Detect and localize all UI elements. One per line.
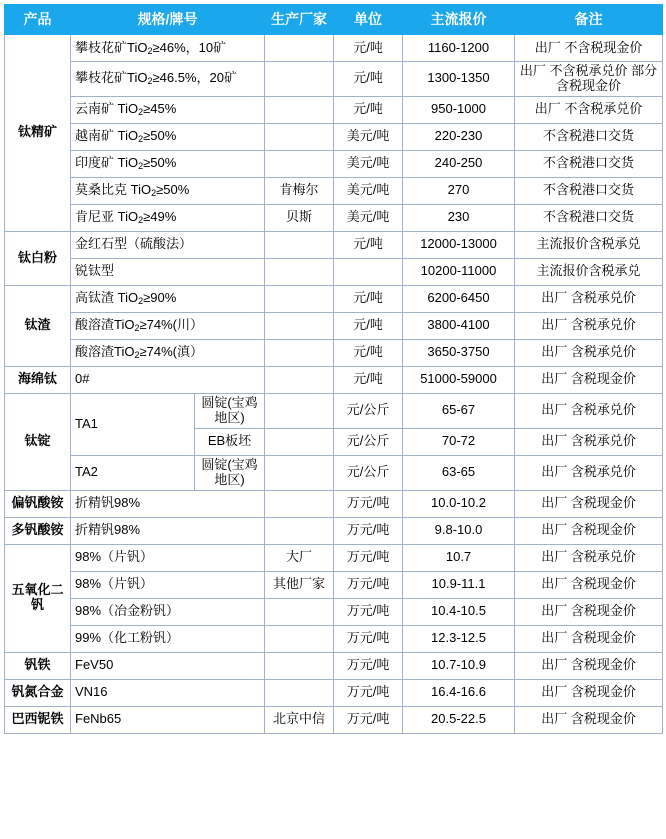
manufacturer-cell [265, 123, 334, 150]
manufacturer-cell: 其他厂家 [265, 571, 334, 598]
price-cell: 10.7 [403, 544, 515, 571]
table-body [5, 35, 663, 734]
price-cell: 70-72 [403, 428, 515, 455]
table-row [5, 366, 663, 393]
unit-cell: 美元/吨 [334, 123, 403, 150]
table-row [5, 598, 663, 625]
price-cell: 3650-3750 [403, 339, 515, 366]
price-cell: 10.4-10.5 [403, 598, 515, 625]
table-row [5, 312, 663, 339]
note-cell: 出厂 含税现金价 [515, 598, 663, 625]
note-cell: 出厂 含税现金价 [515, 366, 663, 393]
spec-cell: 98%（片钒） [71, 544, 265, 571]
price-cell: 10200-11000 [403, 258, 515, 285]
manufacturer-cell: 北京中信 [265, 706, 334, 733]
spec-cell: 锐钛型 [71, 258, 265, 285]
manufacturer-cell [265, 455, 334, 490]
product-category-cell: 巴西铌铁 [5, 706, 71, 733]
column-header-note: 备注 [515, 5, 663, 35]
note-cell: 出厂 含税现金价 [515, 679, 663, 706]
spec-cell: 0# [71, 366, 265, 393]
note-cell: 主流报价含税承兑 [515, 258, 663, 285]
product-category-cell: 钒氮合金 [5, 679, 71, 706]
manufacturer-cell [265, 625, 334, 652]
spec-cell: 高钛渣 TiO$_2$≥90% [71, 285, 265, 312]
manufacturer-cell: 大厂 [265, 544, 334, 571]
spec-cell: 印度矿 TiO$_2$≥50% [71, 150, 265, 177]
unit-cell: 元/吨 [334, 366, 403, 393]
price-cell: 63-65 [403, 455, 515, 490]
spec-cell: 98%（冶金粉钒） [71, 598, 265, 625]
manufacturer-cell [265, 285, 334, 312]
note-cell: 出厂 不含税承兑价 [515, 96, 663, 123]
price-cell: 1300-1350 [403, 62, 515, 97]
price-cell: 16.4-16.6 [403, 679, 515, 706]
manufacturer-cell [265, 679, 334, 706]
note-cell: 出厂 含税现金价 [515, 625, 663, 652]
spec-sub-cell: 圆锭(宝鸡地区) [195, 393, 265, 428]
note-cell: 出厂 不含税现金价 [515, 35, 663, 62]
manufacturer-cell [265, 598, 334, 625]
table-row [5, 679, 663, 706]
price-cell: 65-67 [403, 393, 515, 428]
table-row [5, 625, 663, 652]
unit-cell: 万元/吨 [334, 652, 403, 679]
price-cell: 220-230 [403, 123, 515, 150]
note-cell: 不含税港口交货 [515, 123, 663, 150]
header-row [5, 5, 663, 35]
table-row [5, 258, 663, 285]
unit-cell: 元/吨 [334, 339, 403, 366]
price-cell: 3800-4100 [403, 312, 515, 339]
unit-cell: 元/吨 [334, 312, 403, 339]
spec-cell: 云南矿 TiO$_2$≥45% [71, 96, 265, 123]
column-header-product: 产品 [5, 5, 71, 35]
unit-cell: 万元/吨 [334, 490, 403, 517]
unit-cell: 万元/吨 [334, 571, 403, 598]
manufacturer-cell [265, 652, 334, 679]
price-cell: 1160-1200 [403, 35, 515, 62]
unit-cell: 元/公斤 [334, 393, 403, 428]
spec-cell: 酸溶渣TiO$_2$≥74%(滇） [71, 339, 265, 366]
product-category-cell: 海绵钛 [5, 366, 71, 393]
unit-cell: 元/吨 [334, 35, 403, 62]
spec-cell: 折精钒98% [71, 517, 265, 544]
note-cell: 出厂 含税承兑价 [515, 339, 663, 366]
manufacturer-cell [265, 428, 334, 455]
product-category-cell: 五氧化二钒 [5, 544, 71, 652]
spec-cell: 酸溶渣TiO$_2$≥74%(川） [71, 312, 265, 339]
table-row [5, 393, 663, 428]
price-cell: 230 [403, 204, 515, 231]
note-cell: 出厂 含税现金价 [515, 706, 663, 733]
table-row [5, 339, 663, 366]
table-row [5, 652, 663, 679]
spec-cell: 攀枝花矿TiO$_2$≥46.5%，20矿 [71, 62, 265, 97]
spec-cell: TA2 [71, 455, 195, 490]
table-row [5, 455, 663, 490]
table-row [5, 62, 663, 97]
price-cell: 10.7-10.9 [403, 652, 515, 679]
table-row [5, 123, 663, 150]
spec-cell: 攀枝花矿TiO$_2$≥46%，10矿 [71, 35, 265, 62]
spec-cell: 98%（片钒） [71, 571, 265, 598]
column-header-price: 主流报价 [403, 5, 515, 35]
note-cell: 不含税港口交货 [515, 150, 663, 177]
note-cell: 出厂 不含税承兑价 部分含税现金价 [515, 62, 663, 97]
note-cell: 出厂 含税承兑价 [515, 393, 663, 428]
price-cell: 950-1000 [403, 96, 515, 123]
price-cell: 240-250 [403, 150, 515, 177]
table-row [5, 177, 663, 204]
column-header-unit: 单位 [334, 5, 403, 35]
product-category-cell: 钛精矿 [5, 35, 71, 232]
product-category-cell: 钛锭 [5, 393, 71, 490]
table-row [5, 96, 663, 123]
price-cell: 12000-13000 [403, 231, 515, 258]
manufacturer-cell [265, 231, 334, 258]
product-category-cell: 钛白粉 [5, 231, 71, 285]
spec-cell: 越南矿 TiO$_2$≥50% [71, 123, 265, 150]
note-cell: 出厂 含税现金价 [515, 571, 663, 598]
product-category-cell: 多钒酸铵 [5, 517, 71, 544]
manufacturer-cell [265, 96, 334, 123]
table-row [5, 231, 663, 258]
manufacturer-cell [265, 312, 334, 339]
manufacturer-cell [265, 366, 334, 393]
table-row [5, 706, 663, 733]
manufacturer-cell [265, 258, 334, 285]
table-row [5, 571, 663, 598]
price-cell: 51000-59000 [403, 366, 515, 393]
table-row [5, 285, 663, 312]
note-cell: 不含税港口交货 [515, 204, 663, 231]
note-cell: 出厂 含税现金价 [515, 517, 663, 544]
manufacturer-cell: 贝斯 [265, 204, 334, 231]
table-row [5, 544, 663, 571]
table-header [5, 5, 663, 35]
note-cell: 主流报价含税承兑 [515, 231, 663, 258]
manufacturer-cell [265, 35, 334, 62]
note-cell: 出厂 含税现金价 [515, 652, 663, 679]
product-category-cell: 偏钒酸铵 [5, 490, 71, 517]
price-cell: 9.8-10.0 [403, 517, 515, 544]
price-cell: 6200-6450 [403, 285, 515, 312]
unit-cell: 元/吨 [334, 231, 403, 258]
product-category-cell: 钛渣 [5, 285, 71, 366]
unit-cell: 美元/吨 [334, 177, 403, 204]
unit-cell: 元/吨 [334, 96, 403, 123]
price-table [4, 4, 663, 734]
price-cell: 10.9-11.1 [403, 571, 515, 598]
unit-cell: 万元/吨 [334, 544, 403, 571]
note-cell: 不含税港口交货 [515, 177, 663, 204]
spec-cell: TA1 [71, 393, 195, 455]
unit-cell: 万元/吨 [334, 598, 403, 625]
note-cell: 出厂 含税承兑价 [515, 428, 663, 455]
column-header-manufacturer: 生产厂家 [265, 5, 334, 35]
spec-cell: 99%（化工粉钒） [71, 625, 265, 652]
table-row [5, 517, 663, 544]
table-row [5, 150, 663, 177]
price-cell: 12.3-12.5 [403, 625, 515, 652]
unit-cell: 美元/吨 [334, 150, 403, 177]
spec-cell: 肯尼亚 TiO$_2$≥49% [71, 204, 265, 231]
unit-cell [334, 258, 403, 285]
note-cell: 出厂 含税现金价 [515, 490, 663, 517]
manufacturer-cell [265, 517, 334, 544]
note-cell: 出厂 含税承兑价 [515, 544, 663, 571]
spec-sub-cell: EB板坯 [195, 428, 265, 455]
price-cell: 270 [403, 177, 515, 204]
unit-cell: 万元/吨 [334, 625, 403, 652]
unit-cell: 元/公斤 [334, 455, 403, 490]
manufacturer-cell [265, 62, 334, 97]
unit-cell: 万元/吨 [334, 517, 403, 544]
product-category-cell: 钒铁 [5, 652, 71, 679]
manufacturer-cell: 肯梅尔 [265, 177, 334, 204]
spec-cell: 金红石型（硫酸法） [71, 231, 265, 258]
note-cell: 出厂 含税承兑价 [515, 455, 663, 490]
price-cell: 10.0-10.2 [403, 490, 515, 517]
spec-cell: FeV50 [71, 652, 265, 679]
unit-cell: 元/吨 [334, 62, 403, 97]
spec-cell: VN16 [71, 679, 265, 706]
spec-sub-cell: 圆锭(宝鸡地区) [195, 455, 265, 490]
unit-cell: 万元/吨 [334, 706, 403, 733]
spec-cell: 莫桑比克 TiO$_2$≥50% [71, 177, 265, 204]
unit-cell: 元/吨 [334, 285, 403, 312]
column-header-spec: 规格/牌号 [71, 5, 265, 35]
table-row [5, 35, 663, 62]
table-row [5, 204, 663, 231]
manufacturer-cell [265, 490, 334, 517]
unit-cell: 美元/吨 [334, 204, 403, 231]
table-row [5, 490, 663, 517]
unit-cell: 万元/吨 [334, 679, 403, 706]
spec-cell: 折精钒98% [71, 490, 265, 517]
note-cell: 出厂 含税承兑价 [515, 312, 663, 339]
manufacturer-cell [265, 339, 334, 366]
manufacturer-cell [265, 150, 334, 177]
spec-cell: FeNb65 [71, 706, 265, 733]
price-cell: 20.5-22.5 [403, 706, 515, 733]
note-cell: 出厂 含税承兑价 [515, 285, 663, 312]
manufacturer-cell [265, 393, 334, 428]
unit-cell: 元/公斤 [334, 428, 403, 455]
